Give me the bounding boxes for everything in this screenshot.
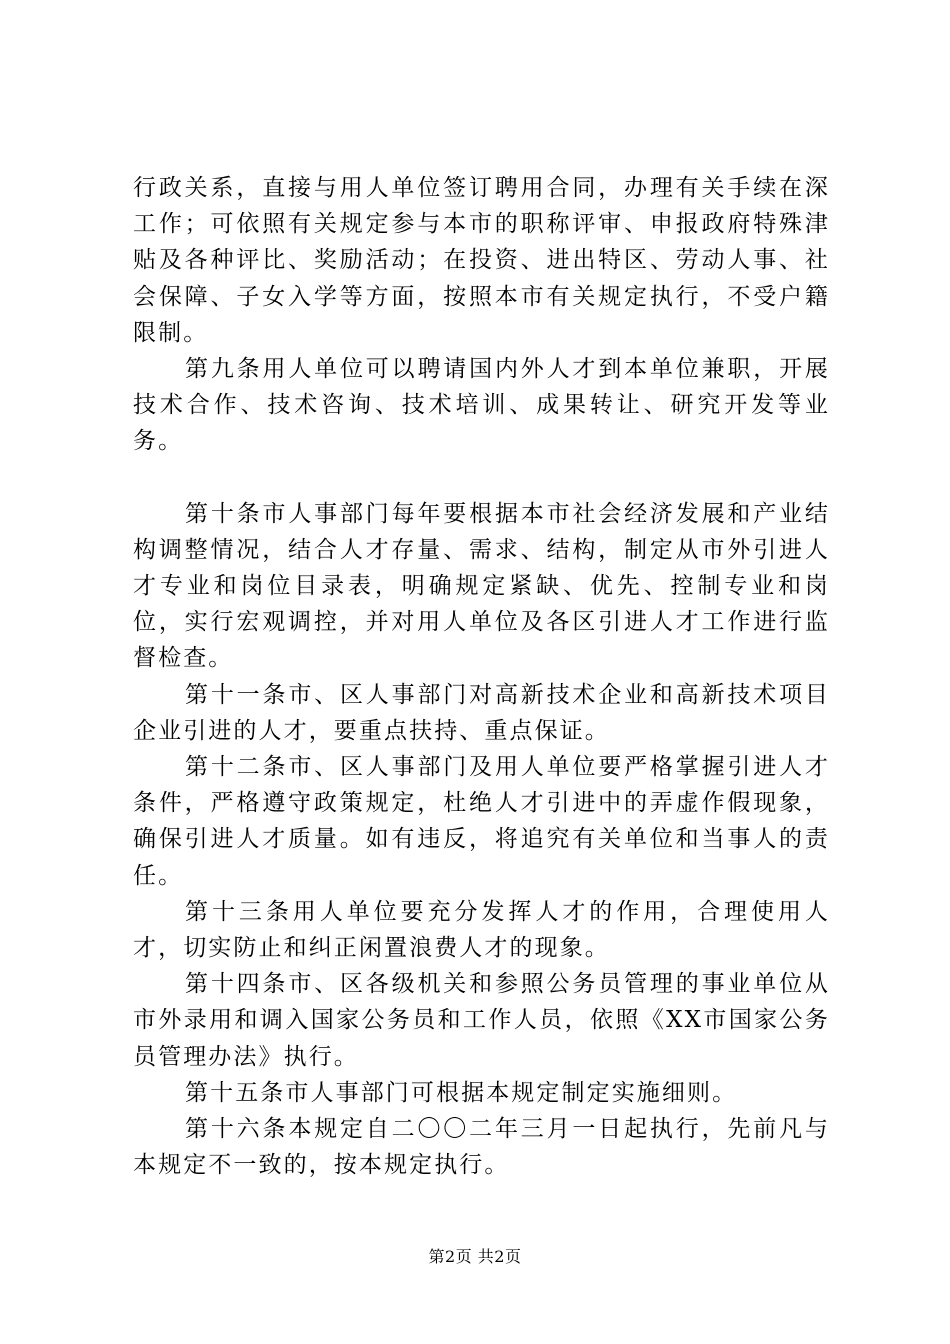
paragraph-article-13: 第十三条用人单位要充分发挥人才的作用，合理使用人才，切实防止和纠正闲置浪费人才的现象。 — [133, 898, 830, 962]
paragraph-gap — [133, 460, 830, 496]
paragraph-article-12: 第十二条市、区人事部门及用人单位要严格掌握引进人才条件，严格遵守政策规定，杜绝人才引进中的弄虚作假现象，确保引进人才质量。如有违反，将追究有关单位和当事人的责任。 — [133, 754, 830, 889]
paragraph-article-10: 第十条市人事部门每年要根据本市社会经济发展和产业结构调整情况，结合人才存量、需求、结构，制定从市外引进人才专业和岗位目录表，明确规定紧缺、优先、控制专业和岗位，实行宏观调控，并对用人单位及各区引进人才工作进行监督检查。 — [133, 500, 830, 672]
paragraph-continuation: 行政关系，直接与用人单位签订聘用合同，办理有关手续在深工作；可依照有关规定参与本市的职称评审、申报政府特殊津贴及各种评比、奖励活动；在投资、进出特区、劳动人事、社会保障、子女入学等方面，按照本市有关规定执行，不受户籍限制。 — [133, 175, 830, 346]
document-body — [133, 170, 830, 1183]
paragraph-article-14: 第十四条市、区各级机关和参照公务员管理的事业单位从市外录用和调入国家公务员和工作人员，依照《XX市国家公务员管理办法》执行。 — [133, 971, 830, 1070]
paragraph-article-16: 第十六条本规定自二〇〇二年三月一日起执行，先前凡与本规定不一致的，按本规定执行。 — [133, 1116, 830, 1179]
page-number-label: 第2页 共2页 — [428, 1247, 522, 1266]
paragraph-article-11: 第十一条市、区人事部门对高新技术企业和高新技术项目企业引进的人才，要重点扶持、重点保证。 — [133, 681, 830, 744]
paragraph-article-15: 第十五条市人事部门可根据本规定制定实施细则。 — [185, 1079, 738, 1106]
paragraph-article-9: 第九条用人单位可以聘请国内外人才到本单位兼职，开展技术合作、技术咨询、技术培训、成果转让、研究开发等业务。 — [133, 356, 830, 455]
page-footer — [0, 1244, 950, 1267]
